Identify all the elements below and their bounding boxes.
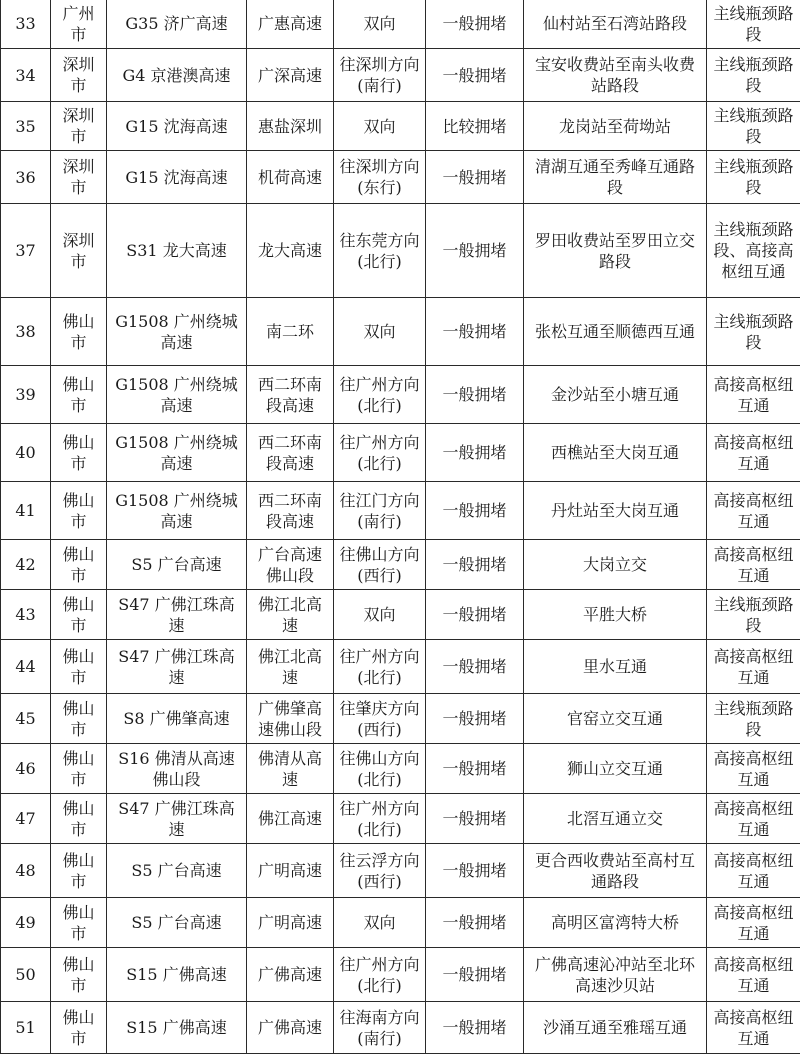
- direction-cell: 往云浮方向(西行): [334, 844, 426, 898]
- direction-cell: 双向: [334, 898, 426, 948]
- section-cell: 佛清从高速: [247, 744, 334, 794]
- congestion-level-cell: 一般拥堵: [426, 948, 524, 1002]
- congestion-level-cell: 一般拥堵: [426, 794, 524, 844]
- row-number: 38: [1, 298, 51, 366]
- city-cell: 佛山市: [51, 694, 107, 744]
- city-cell: 深圳市: [51, 102, 107, 151]
- section-cell: 广深高速: [247, 49, 334, 102]
- expressway-cell: G35 济广高速: [107, 0, 247, 49]
- direction-cell: 往深圳方向(南行): [334, 49, 426, 102]
- congestion-type-cell: 高接高枢纽互通: [707, 898, 800, 948]
- city-cell: 佛山市: [51, 948, 107, 1002]
- table-row: [1, 49, 800, 102]
- expressway-cell: G1508 广州绕城高速: [107, 366, 247, 424]
- row-number: 36: [1, 151, 51, 204]
- city-cell: 佛山市: [51, 424, 107, 482]
- row-number: 34: [1, 49, 51, 102]
- expressway-cell: S5 广台高速: [107, 540, 247, 590]
- congestion-level-cell: 一般拥堵: [426, 0, 524, 49]
- direction-cell: 往广州方向(北行): [334, 366, 426, 424]
- expressway-cell: G15 沈海高速: [107, 102, 247, 151]
- location-cell: 北滘互通立交: [524, 794, 707, 844]
- congestion-level-cell: 一般拥堵: [426, 482, 524, 540]
- congestion-type-cell: 高接高枢纽互通: [707, 640, 800, 694]
- table-row: [1, 640, 800, 694]
- location-cell: 张松互通至顺德西互通: [524, 298, 707, 366]
- row-number: 51: [1, 1002, 51, 1054]
- city-cell: 深圳市: [51, 49, 107, 102]
- row-number: 35: [1, 102, 51, 151]
- row-number: 40: [1, 424, 51, 482]
- direction-cell: 往江门方向(南行): [334, 482, 426, 540]
- city-cell: 深圳市: [51, 204, 107, 298]
- row-number: 46: [1, 744, 51, 794]
- location-cell: 广佛高速沁冲站至北环高速沙贝站: [524, 948, 707, 1002]
- location-cell: 宝安收费站至南头收费站路段: [524, 49, 707, 102]
- congestion-level-cell: 一般拥堵: [426, 590, 524, 640]
- location-cell: 平胜大桥: [524, 590, 707, 640]
- congestion-type-cell: 主线瓶颈路段: [707, 694, 800, 744]
- congestion-type-cell: 高接高枢纽互通: [707, 540, 800, 590]
- city-cell: 佛山市: [51, 298, 107, 366]
- city-cell: 佛山市: [51, 540, 107, 590]
- table-row: [1, 482, 800, 540]
- location-cell: 沙涌互通至雅瑶互通: [524, 1002, 707, 1054]
- congestion-level-cell: 比较拥堵: [426, 102, 524, 151]
- expressway-cell: S47 广佛江珠高速: [107, 794, 247, 844]
- congestion-type-cell: 主线瓶颈路段: [707, 151, 800, 204]
- table-row: [1, 898, 800, 948]
- congestion-type-cell: 主线瓶颈路段、高接高枢纽互通: [707, 204, 800, 298]
- table-row: [1, 204, 800, 298]
- location-cell: 清湖互通至秀峰互通路段: [524, 151, 707, 204]
- row-number: 49: [1, 898, 51, 948]
- congestion-level-cell: 一般拥堵: [426, 424, 524, 482]
- congestion-level-cell: 一般拥堵: [426, 49, 524, 102]
- expressway-cell: S5 广台高速: [107, 898, 247, 948]
- city-cell: 深圳市: [51, 151, 107, 204]
- expressway-cell: S5 广台高速: [107, 844, 247, 898]
- expressway-cell: S47 广佛江珠高速: [107, 640, 247, 694]
- row-number: 47: [1, 794, 51, 844]
- congestion-type-cell: 高接高枢纽互通: [707, 366, 800, 424]
- congestion-level-cell: 一般拥堵: [426, 366, 524, 424]
- city-cell: 广州市: [51, 0, 107, 49]
- congestion-type-cell: 高接高枢纽互通: [707, 844, 800, 898]
- section-cell: 广明高速: [247, 844, 334, 898]
- section-cell: 佛江高速: [247, 794, 334, 844]
- congestion-type-cell: 主线瓶颈路段: [707, 590, 800, 640]
- row-number: 39: [1, 366, 51, 424]
- expressway-cell: G15 沈海高速: [107, 151, 247, 204]
- congestion-type-cell: 高接高枢纽互通: [707, 794, 800, 844]
- direction-cell: 往东莞方向(北行): [334, 204, 426, 298]
- congestion-type-cell: 主线瓶颈路段: [707, 49, 800, 102]
- table-row: [1, 948, 800, 1002]
- table-row: [1, 366, 800, 424]
- section-cell: 西二环南段高速: [247, 482, 334, 540]
- table-row: [1, 151, 800, 204]
- section-cell: 惠盐深圳: [247, 102, 334, 151]
- congestion-level-cell: 一般拥堵: [426, 204, 524, 298]
- direction-cell: 双向: [334, 0, 426, 49]
- table-row: [1, 1002, 800, 1054]
- table-row: [1, 424, 800, 482]
- congestion-type-cell: 高接高枢纽互通: [707, 744, 800, 794]
- table-row: [1, 540, 800, 590]
- direction-cell: 往广州方向(北行): [334, 948, 426, 1002]
- expressway-cell: G1508 广州绕城高速: [107, 298, 247, 366]
- direction-cell: 往广州方向(北行): [334, 794, 426, 844]
- direction-cell: 往广州方向(北行): [334, 424, 426, 482]
- direction-cell: 往佛山方向(北行): [334, 744, 426, 794]
- location-cell: 仙村站至石湾站路段: [524, 0, 707, 49]
- location-cell: 里水互通: [524, 640, 707, 694]
- location-cell: 狮山立交互通: [524, 744, 707, 794]
- congestion-level-cell: 一般拥堵: [426, 1002, 524, 1054]
- section-cell: 广佛肇高速佛山段: [247, 694, 334, 744]
- location-cell: 大岗立交: [524, 540, 707, 590]
- congestion-type-cell: 高接高枢纽互通: [707, 1002, 800, 1054]
- direction-cell: 往深圳方向(东行): [334, 151, 426, 204]
- city-cell: 佛山市: [51, 482, 107, 540]
- congestion-level-cell: 一般拥堵: [426, 898, 524, 948]
- city-cell: 佛山市: [51, 640, 107, 694]
- direction-cell: 往海南方向(南行): [334, 1002, 426, 1054]
- direction-cell: 双向: [334, 102, 426, 151]
- expressway-cell: S31 龙大高速: [107, 204, 247, 298]
- congestion-level-cell: 一般拥堵: [426, 151, 524, 204]
- congestion-level-cell: 一般拥堵: [426, 694, 524, 744]
- congestion-level-cell: 一般拥堵: [426, 744, 524, 794]
- expressway-cell: S15 广佛高速: [107, 948, 247, 1002]
- table-row: [1, 0, 800, 49]
- city-cell: 佛山市: [51, 1002, 107, 1054]
- location-cell: 官窑立交互通: [524, 694, 707, 744]
- row-number: 37: [1, 204, 51, 298]
- congestion-type-cell: 主线瓶颈路段: [707, 0, 800, 49]
- section-cell: 机荷高速: [247, 151, 334, 204]
- table-row: [1, 794, 800, 844]
- section-cell: 广惠高速: [247, 0, 334, 49]
- location-cell: 丹灶站至大岗互通: [524, 482, 707, 540]
- congestion-type-cell: 主线瓶颈路段: [707, 298, 800, 366]
- table-row: [1, 298, 800, 366]
- expressway-cell: G1508 广州绕城高速: [107, 482, 247, 540]
- section-cell: 广台高速佛山段: [247, 540, 334, 590]
- city-cell: 佛山市: [51, 366, 107, 424]
- section-cell: 广明高速: [247, 898, 334, 948]
- row-number: 42: [1, 540, 51, 590]
- congestion-level-cell: 一般拥堵: [426, 298, 524, 366]
- expressway-cell: S16 佛清从高速佛山段: [107, 744, 247, 794]
- table-body: [1, 0, 800, 1054]
- direction-cell: 双向: [334, 298, 426, 366]
- congestion-type-cell: 主线瓶颈路段: [707, 102, 800, 151]
- city-cell: 佛山市: [51, 794, 107, 844]
- table-row: [1, 102, 800, 151]
- expressway-cell: G1508 广州绕城高速: [107, 424, 247, 482]
- city-cell: 佛山市: [51, 744, 107, 794]
- expressway-cell: S15 广佛高速: [107, 1002, 247, 1054]
- table-row: [1, 694, 800, 744]
- section-cell: 广佛高速: [247, 948, 334, 1002]
- congestion-level-cell: 一般拥堵: [426, 844, 524, 898]
- table-row: [1, 590, 800, 640]
- section-cell: 佛江北高速: [247, 590, 334, 640]
- section-cell: 南二环: [247, 298, 334, 366]
- table-row: [1, 744, 800, 794]
- location-cell: 金沙站至小塘互通: [524, 366, 707, 424]
- section-cell: 广佛高速: [247, 1002, 334, 1054]
- row-number: 50: [1, 948, 51, 1002]
- city-cell: 佛山市: [51, 590, 107, 640]
- city-cell: 佛山市: [51, 898, 107, 948]
- congestion-level-cell: 一般拥堵: [426, 540, 524, 590]
- location-cell: 西樵站至大岗互通: [524, 424, 707, 482]
- expressway-cell: S47 广佛江珠高速: [107, 590, 247, 640]
- section-cell: 西二环南段高速: [247, 366, 334, 424]
- expressway-cell: S8 广佛肇高速: [107, 694, 247, 744]
- direction-cell: 往广州方向(北行): [334, 640, 426, 694]
- row-number: 41: [1, 482, 51, 540]
- row-number: 43: [1, 590, 51, 640]
- congestion-type-cell: 高接高枢纽互通: [707, 424, 800, 482]
- congestion-type-cell: 高接高枢纽互通: [707, 482, 800, 540]
- congestion-level-cell: 一般拥堵: [426, 640, 524, 694]
- section-cell: 龙大高速: [247, 204, 334, 298]
- expressway-cell: G4 京港澳高速: [107, 49, 247, 102]
- row-number: 48: [1, 844, 51, 898]
- section-cell: 佛江北高速: [247, 640, 334, 694]
- location-cell: 更合西收费站至高村互通路段: [524, 844, 707, 898]
- direction-cell: 往佛山方向(西行): [334, 540, 426, 590]
- row-number: 33: [1, 0, 51, 49]
- row-number: 44: [1, 640, 51, 694]
- table-row: [1, 844, 800, 898]
- row-number: 45: [1, 694, 51, 744]
- location-cell: 高明区富湾特大桥: [524, 898, 707, 948]
- section-cell: 西二环南段高速: [247, 424, 334, 482]
- city-cell: 佛山市: [51, 844, 107, 898]
- congestion-type-cell: 高接高枢纽互通: [707, 948, 800, 1002]
- location-cell: 龙岗站至荷坳站: [524, 102, 707, 151]
- location-cell: 罗田收费站至罗田立交路段: [524, 204, 707, 298]
- direction-cell: 双向: [334, 590, 426, 640]
- direction-cell: 往肇庆方向(西行): [334, 694, 426, 744]
